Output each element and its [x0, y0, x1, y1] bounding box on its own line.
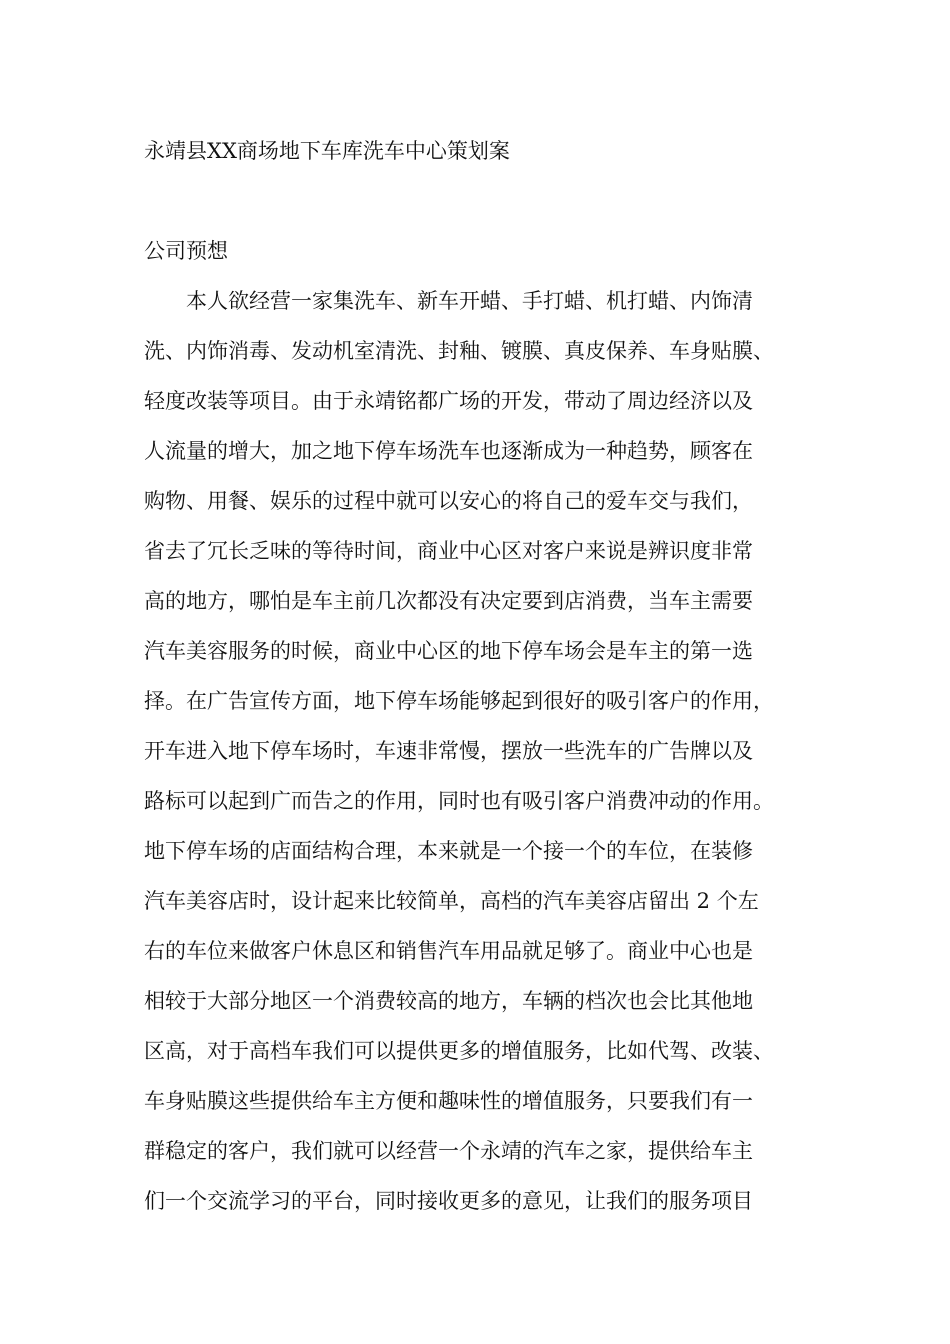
paragraph-line: 汽车美容服务的时候，商业中心区的地下停车场会是车主的第一选 — [144, 639, 753, 663]
paragraph-line: 择。在广告宣传方面，地下停车场能够起到很好的吸引客户的作用， — [144, 689, 774, 713]
paragraph-line: 开车进入地下停车场时，车速非常慢，摆放一些洗车的广告牌以及 — [144, 739, 753, 763]
paragraph-line: 本人欲经营一家集洗车、新车开蜡、手打蜡、机打蜡、内饰清 — [186, 289, 753, 313]
paragraph-line: 高的地方，哪怕是车主前几次都没有决定要到店消费，当车主需要 — [144, 589, 753, 613]
paragraph-line: 路标可以起到广而告之的作用，同时也有吸引客户消费冲动的作用。 — [144, 789, 774, 813]
paragraph-line: 群稳定的客户，我们就可以经营一个永靖的汽车之家，提供给车主 — [144, 1139, 753, 1163]
document-title: 永靖县XX商场地下车库洗车中心策划案 — [144, 139, 510, 163]
paragraph-line: 汽车美容店时，设计起来比较简单，高档的汽车美容店留出 2 个左 — [144, 889, 759, 913]
paragraph-line: 省去了冗长乏味的等待时间，商业中心区对客户来说是辨识度非常 — [144, 539, 753, 563]
paragraph-line: 右的车位来做客户休息区和销售汽车用品就足够了。商业中心也是 — [144, 939, 753, 963]
body-paragraph — [144, 285, 824, 1235]
paragraph-line: 相较于大部分地区一个消费较高的地方，车辆的档次也会比其他地 — [144, 989, 753, 1013]
paragraph-line: 地下停车场的店面结构合理，本来就是一个接一个的车位，在装修 — [144, 839, 753, 863]
paragraph-line: 们一个交流学习的平台，同时接收更多的意见，让我们的服务项目 — [144, 1189, 753, 1213]
paragraph-line: 洗、内饰消毒、发动机室清洗、封釉、镀膜、真皮保养、车身贴膜、 — [144, 339, 774, 363]
paragraph-line: 轻度改装等项目。由于永靖铭都广场的开发，带动了周边经济以及 — [144, 389, 753, 413]
paragraph-line: 购物、用餐、娱乐的过程中就可以安心的将自己的爱车交与我们， — [144, 489, 753, 513]
section-heading: 公司预想 — [144, 239, 228, 263]
paragraph-line: 区高，对于高档车我们可以提供更多的增值服务，比如代驾、改装、 — [144, 1039, 774, 1063]
paragraph-line: 车身贴膜这些提供给车主方便和趣味性的增值服务，只要我们有一 — [144, 1089, 753, 1113]
paragraph-line: 人流量的增大，加之地下停车场洗车也逐渐成为一种趋势，顾客在 — [144, 439, 753, 463]
